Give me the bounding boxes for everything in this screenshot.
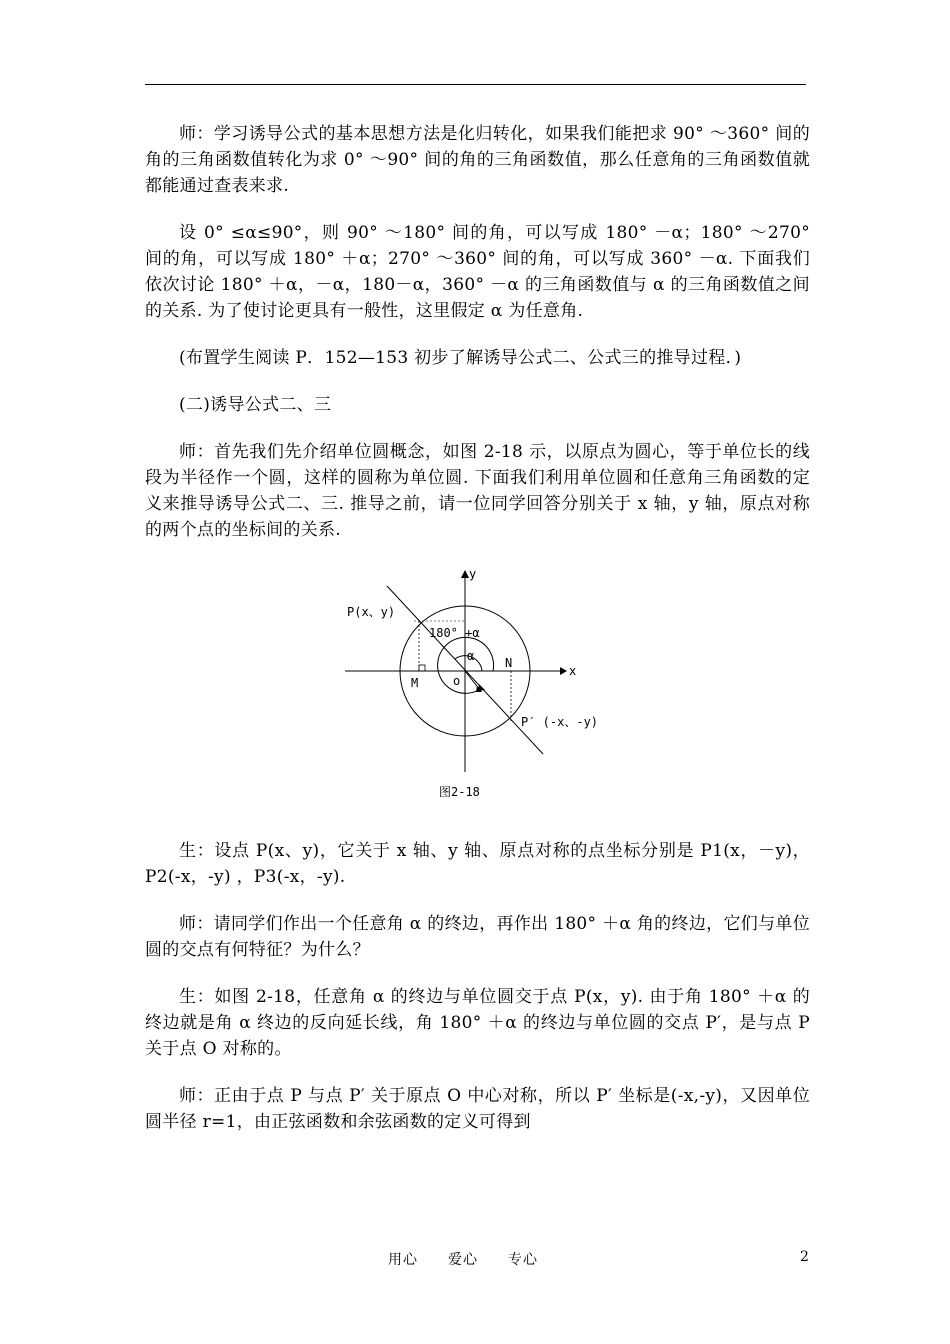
document-body: [145, 121, 810, 1156]
paragraph-unit-circle: 师：首先我们先介绍单位圆概念，如图 2-18 示，以原点为圆心，等于单位长的线段为半径作一个圆，这样的圆称为单位圆. 下面我们利用单位圆和任意角三角函数的定义来推导诱导公式二、三. 推导之前，请一位同学回答分别关于 x 轴，y 轴，原点对称的两个点的坐标间的关系.: [145, 442, 810, 540]
section-heading: (二)诱导公式二、三: [179, 395, 332, 415]
paragraph-student-answer: 生：如图 2-18，任意角 α 的终边与单位圆交于点 P(x，y). 由于角 180° ＋α 的终边就是角 α 终边的反向延长线，角 180° ＋α 的终边与单位圆的交点 P′，是与点 P 关于点 O 对称的。: [145, 987, 810, 1059]
y-axis-arrow: [461, 570, 469, 578]
label-p: P(x、y): [347, 605, 396, 619]
unit-circle-diagram: [345, 564, 615, 814]
arc-180-plus-alpha: [438, 637, 494, 693]
label-m: M: [411, 676, 419, 690]
label-y: y: [469, 567, 477, 581]
footer-motto-1: 用心: [388, 1252, 418, 1268]
paragraph-teacher-intro: 师：学习诱导公式的基本思想方法是化归转化，如果我们能把求 90° ～360° 间的角的三角函数值转化为求 0° ～90° 间的角的三角函数值，那么任意角的三角函数值就都能通过查表来求.: [145, 124, 810, 196]
footer-motto: [388, 1249, 568, 1269]
footer-motto-3: 专心: [508, 1252, 538, 1268]
paragraph-reading-assignment: (布置学生阅读 P．152—153 初步了解诱导公式二、公式三的推导过程．): [179, 348, 742, 368]
paragraph-teacher-conclusion: 师：正由于点 P 与点 P′ 关于原点 O 中心对称，所以 P′ 坐标是(-x,-y)，又因单位圆半径 r=1，由正弦函数和余弦函数的定义可得到: [145, 1086, 810, 1132]
label-o: o: [453, 674, 461, 688]
paragraph-teacher-question: 师：请同学们作出一个任意角 α 的终边，再作出 180° ＋α 角的终边，它们与单位圆的交点有何特征？为什么？: [145, 914, 810, 960]
label-x: x: [569, 664, 577, 678]
paragraph-angle-ranges: 设 0° ≤α≤90°，则 90° ～180° 间的角，可以写成 180° －α；180° ～270° 间的角，可以写成 180° ＋α；270° ～360° 间的角，可以写成 360° －α. 下面我们依次讨论 180° ＋α，－α，180－α，360° －α 的三角函数值与 α 的三角函数值之间的关系. 为了使讨论更具有一般性，这里假定 α 为任意角.: [145, 223, 810, 321]
page-number: 2: [800, 1249, 809, 1265]
label-180-plus-alpha: 180° +α: [429, 626, 480, 640]
x-axis-arrow: [560, 667, 567, 675]
figure-caption: 图2-18: [439, 785, 480, 799]
label-alpha: α: [467, 649, 475, 663]
header-rule: [145, 84, 806, 85]
paragraph-student-symmetry: 生：设点 P(x、y)，它关于 x 轴、y 轴、原点对称的点坐标分别是 P1(x，－y)，P2(-x，-y) ，P3(-x，-y).: [145, 841, 810, 887]
label-n: N: [505, 656, 513, 670]
label-p-prime: P′ (-x、-y): [521, 715, 599, 729]
right-angle-mark: [419, 665, 425, 671]
figure-2-18: [145, 564, 810, 814]
footer-motto-2: 爱心: [448, 1252, 478, 1268]
